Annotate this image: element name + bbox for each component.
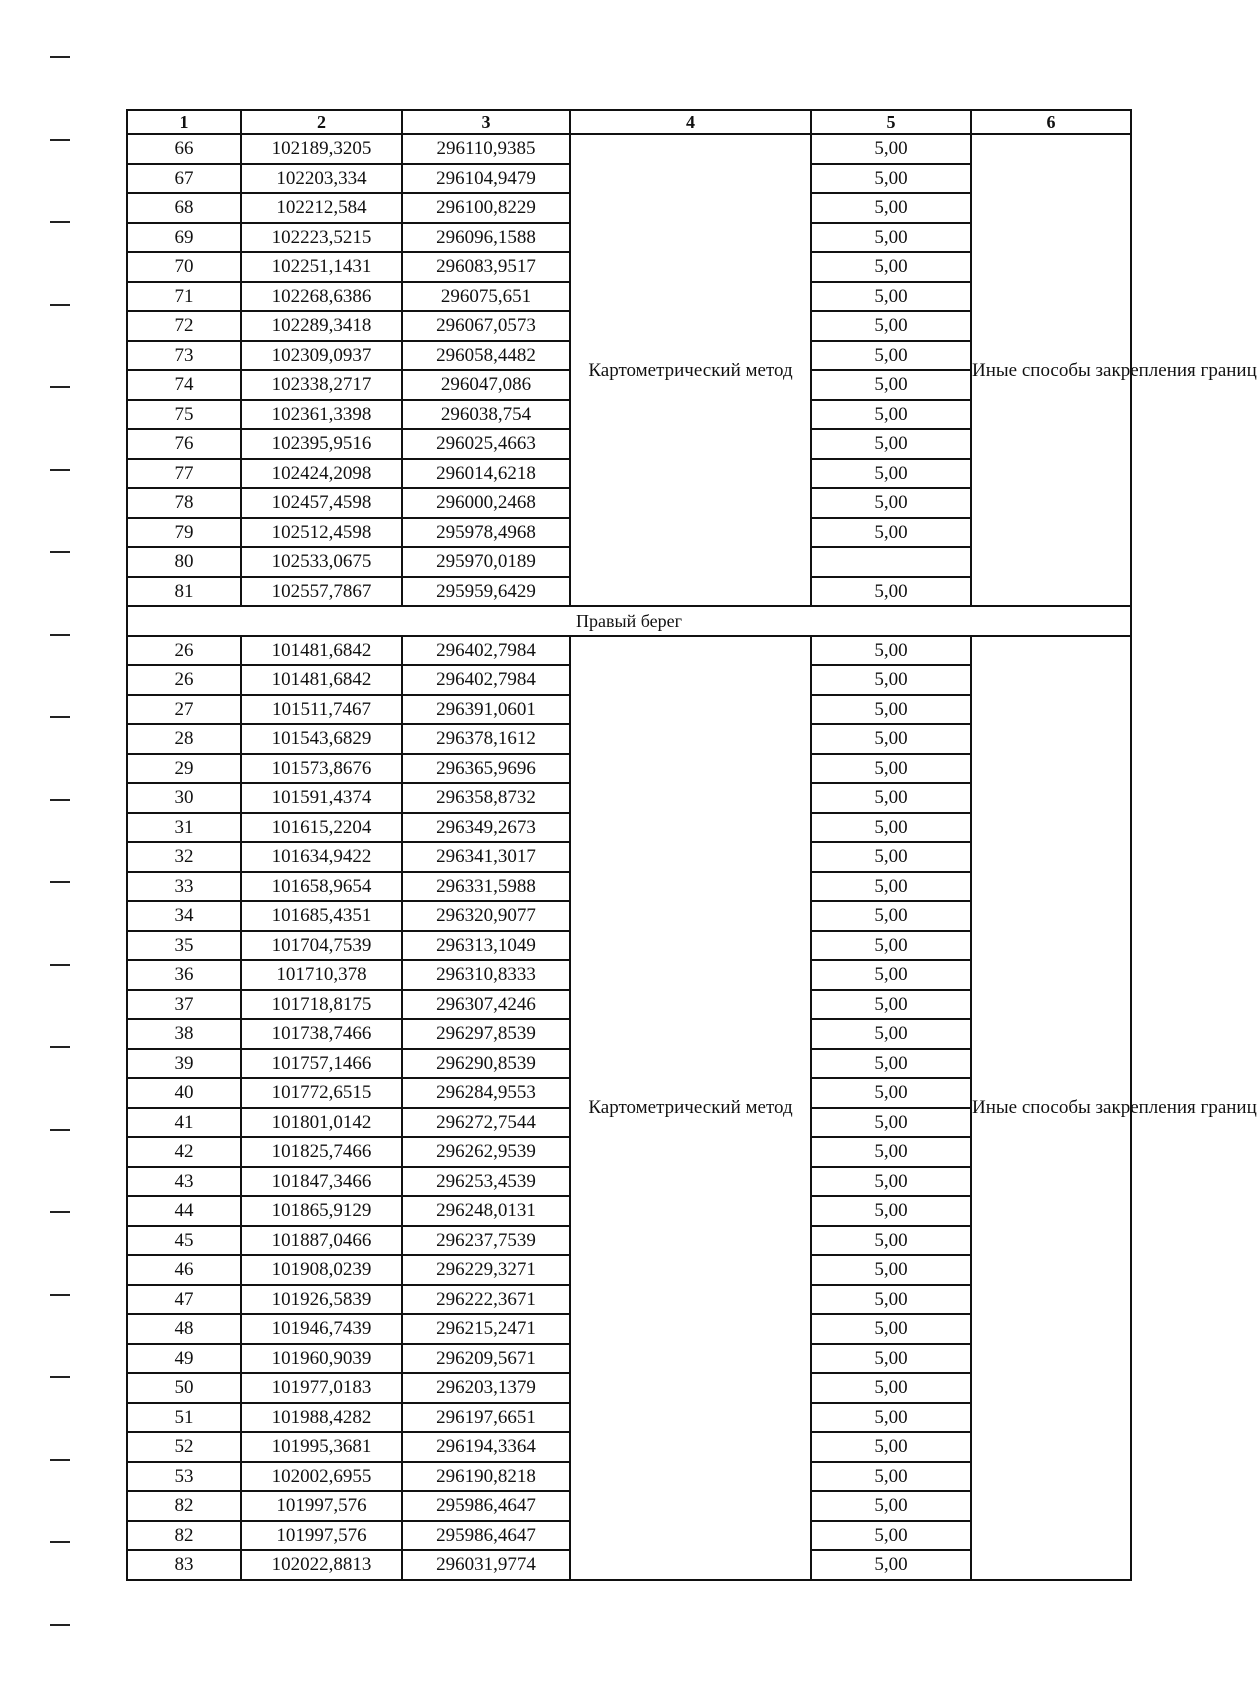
accuracy-value: 5,00	[811, 1255, 971, 1285]
x-coordinate: 101995,3681	[241, 1432, 402, 1462]
x-coordinate: 102212,584	[241, 193, 402, 223]
margin-tick-mark	[50, 221, 70, 223]
header-col-6: 6	[971, 110, 1131, 134]
y-coordinate: 296272,7544	[402, 1108, 570, 1138]
header-row	[127, 110, 1131, 134]
point-number: 35	[127, 931, 241, 961]
margin-tick-mark	[50, 964, 70, 966]
accuracy-value: 5,00	[811, 1550, 971, 1580]
x-coordinate: 102457,4598	[241, 488, 402, 518]
point-number: 50	[127, 1373, 241, 1403]
y-coordinate: 296194,3364	[402, 1432, 570, 1462]
y-coordinate: 296203,1379	[402, 1373, 570, 1403]
point-number: 37	[127, 990, 241, 1020]
y-coordinate: 296402,7984	[402, 665, 570, 695]
point-number: 76	[127, 429, 241, 459]
x-coordinate: 101757,1466	[241, 1049, 402, 1079]
x-coordinate: 102289,3418	[241, 311, 402, 341]
point-number: 80	[127, 547, 241, 577]
accuracy-value: 5,00	[811, 488, 971, 518]
accuracy-value: 5,00	[811, 134, 971, 164]
y-coordinate: 295959,6429	[402, 577, 570, 607]
point-number: 43	[127, 1167, 241, 1197]
margin-tick-mark	[50, 1046, 70, 1048]
y-coordinate: 296083,9517	[402, 252, 570, 282]
point-number: 28	[127, 724, 241, 754]
margin-tick-mark	[50, 716, 70, 718]
x-coordinate: 101997,576	[241, 1521, 402, 1551]
point-number: 29	[127, 754, 241, 784]
point-number: 74	[127, 370, 241, 400]
point-number: 69	[127, 223, 241, 253]
accuracy-value: 5,00	[811, 783, 971, 813]
accuracy-value	[811, 547, 971, 577]
y-coordinate: 296297,8539	[402, 1019, 570, 1049]
x-coordinate: 101772,6515	[241, 1078, 402, 1108]
x-coordinate: 101946,7439	[241, 1314, 402, 1344]
y-coordinate: 296229,3271	[402, 1255, 570, 1285]
y-coordinate: 296284,9553	[402, 1078, 570, 1108]
x-coordinate: 101825,7466	[241, 1137, 402, 1167]
point-number: 53	[127, 1462, 241, 1492]
y-coordinate: 296110,9385	[402, 134, 570, 164]
x-coordinate: 102361,3398	[241, 400, 402, 430]
accuracy-value: 5,00	[811, 282, 971, 312]
y-coordinate: 295986,4647	[402, 1521, 570, 1551]
point-number: 70	[127, 252, 241, 282]
accuracy-value: 5,00	[811, 252, 971, 282]
x-coordinate: 102309,0937	[241, 341, 402, 371]
margin-tick-mark	[50, 1211, 70, 1213]
accuracy-value: 5,00	[811, 1285, 971, 1315]
y-coordinate: 296058,4482	[402, 341, 570, 371]
margin-tick-mark	[50, 634, 70, 636]
x-coordinate: 101738,7466	[241, 1019, 402, 1049]
point-number: 40	[127, 1078, 241, 1108]
x-coordinate: 101887,0466	[241, 1226, 402, 1256]
point-number: 42	[127, 1137, 241, 1167]
x-coordinate: 101634,9422	[241, 842, 402, 872]
header-col-1: 1	[127, 110, 241, 134]
x-coordinate: 102251,1431	[241, 252, 402, 282]
point-number: 41	[127, 1108, 241, 1138]
y-coordinate: 296067,0573	[402, 311, 570, 341]
x-coordinate: 101908,0239	[241, 1255, 402, 1285]
point-number: 39	[127, 1049, 241, 1079]
y-coordinate: 296358,8732	[402, 783, 570, 813]
accuracy-value: 5,00	[811, 872, 971, 902]
y-coordinate: 296310,8333	[402, 960, 570, 990]
accuracy-value: 5,00	[811, 724, 971, 754]
accuracy-value: 5,00	[811, 1049, 971, 1079]
y-coordinate: 296014,6218	[402, 459, 570, 489]
y-coordinate: 296349,2673	[402, 813, 570, 843]
accuracy-value: 5,00	[811, 1196, 971, 1226]
margin-tick-mark	[50, 1541, 70, 1543]
y-coordinate: 296331,5988	[402, 872, 570, 902]
x-coordinate: 101481,6842	[241, 636, 402, 666]
point-number: 79	[127, 518, 241, 548]
x-coordinate: 102424,2098	[241, 459, 402, 489]
point-number: 26	[127, 665, 241, 695]
point-number: 32	[127, 842, 241, 872]
x-coordinate: 101865,9129	[241, 1196, 402, 1226]
accuracy-value: 5,00	[811, 459, 971, 489]
x-coordinate: 101997,576	[241, 1491, 402, 1521]
right-bank-fixation-cell: Иные способы закрепления границ	[971, 636, 1131, 1580]
y-coordinate: 296402,7984	[402, 636, 570, 666]
x-coordinate: 101481,6842	[241, 665, 402, 695]
x-coordinate: 101960,9039	[241, 1344, 402, 1374]
x-coordinate: 102557,7867	[241, 577, 402, 607]
section-title-right-bank: Правый берег	[127, 606, 1131, 636]
accuracy-value: 5,00	[811, 1314, 971, 1344]
y-coordinate: 296096,1588	[402, 223, 570, 253]
coordinates-table	[126, 109, 1257, 1581]
point-number: 81	[127, 577, 241, 607]
y-coordinate: 296365,9696	[402, 754, 570, 784]
y-coordinate: 296378,1612	[402, 724, 570, 754]
y-coordinate: 296341,3017	[402, 842, 570, 872]
table-row	[127, 636, 1131, 666]
header-col-2: 2	[241, 110, 402, 134]
y-coordinate: 296038,754	[402, 400, 570, 430]
y-coordinate: 296209,5671	[402, 1344, 570, 1374]
point-number: 52	[127, 1432, 241, 1462]
x-coordinate: 102533,0675	[241, 547, 402, 577]
margin-tick-mark	[50, 1624, 70, 1626]
point-number: 30	[127, 783, 241, 813]
x-coordinate: 102512,4598	[241, 518, 402, 548]
y-coordinate: 296290,8539	[402, 1049, 570, 1079]
x-coordinate: 101591,4374	[241, 783, 402, 813]
y-coordinate: 296253,4539	[402, 1167, 570, 1197]
x-coordinate: 101511,7467	[241, 695, 402, 725]
point-number: 34	[127, 901, 241, 931]
point-number: 66	[127, 134, 241, 164]
point-number: 78	[127, 488, 241, 518]
y-coordinate: 296307,4246	[402, 990, 570, 1020]
point-number: 67	[127, 164, 241, 194]
right-bank-method-cell: Картометрический метод	[570, 636, 811, 1580]
accuracy-value: 5,00	[811, 1167, 971, 1197]
y-coordinate: 296100,8229	[402, 193, 570, 223]
table-row	[127, 134, 1131, 164]
y-coordinate: 296197,6651	[402, 1403, 570, 1433]
y-coordinate: 296031,9774	[402, 1550, 570, 1580]
accuracy-value: 5,00	[811, 1462, 971, 1492]
accuracy-value: 5,00	[811, 665, 971, 695]
y-coordinate: 296248,0131	[402, 1196, 570, 1226]
x-coordinate: 101573,8676	[241, 754, 402, 784]
accuracy-value: 5,00	[811, 842, 971, 872]
margin-tick-mark	[50, 1376, 70, 1378]
y-coordinate: 296215,2471	[402, 1314, 570, 1344]
y-coordinate: 296104,9479	[402, 164, 570, 194]
accuracy-value: 5,00	[811, 990, 971, 1020]
accuracy-value: 5,00	[811, 695, 971, 725]
y-coordinate: 296075,651	[402, 282, 570, 312]
point-number: 77	[127, 459, 241, 489]
accuracy-value: 5,00	[811, 960, 971, 990]
x-coordinate: 101685,4351	[241, 901, 402, 931]
point-number: 75	[127, 400, 241, 430]
margin-tick-mark	[50, 1294, 70, 1296]
accuracy-value: 5,00	[811, 813, 971, 843]
x-coordinate: 101658,9654	[241, 872, 402, 902]
x-coordinate: 102338,2717	[241, 370, 402, 400]
y-coordinate: 295978,4968	[402, 518, 570, 548]
x-coordinate: 102002,6955	[241, 1462, 402, 1492]
accuracy-value: 5,00	[811, 223, 971, 253]
y-coordinate: 296047,086	[402, 370, 570, 400]
point-number: 72	[127, 311, 241, 341]
point-number: 27	[127, 695, 241, 725]
section-row	[127, 606, 1131, 636]
y-coordinate: 296391,0601	[402, 695, 570, 725]
point-number: 44	[127, 1196, 241, 1226]
accuracy-value: 5,00	[811, 1019, 971, 1049]
point-number: 26	[127, 636, 241, 666]
accuracy-value: 5,00	[811, 577, 971, 607]
y-coordinate: 295986,4647	[402, 1491, 570, 1521]
x-coordinate: 102203,334	[241, 164, 402, 194]
accuracy-value: 5,00	[811, 1491, 971, 1521]
header-col-3: 3	[402, 110, 570, 134]
accuracy-value: 5,00	[811, 1078, 971, 1108]
point-number: 82	[127, 1521, 241, 1551]
accuracy-value: 5,00	[811, 1373, 971, 1403]
y-coordinate: 296190,8218	[402, 1462, 570, 1492]
accuracy-value: 5,00	[811, 931, 971, 961]
x-coordinate: 101926,5839	[241, 1285, 402, 1315]
y-coordinate: 296025,4663	[402, 429, 570, 459]
x-coordinate: 101615,2204	[241, 813, 402, 843]
accuracy-value: 5,00	[811, 1226, 971, 1256]
point-number: 49	[127, 1344, 241, 1374]
accuracy-value: 5,00	[811, 370, 971, 400]
accuracy-value: 5,00	[811, 1432, 971, 1462]
y-coordinate: 296237,7539	[402, 1226, 570, 1256]
accuracy-value: 5,00	[811, 429, 971, 459]
x-coordinate: 102022,8813	[241, 1550, 402, 1580]
margin-tick-mark	[50, 799, 70, 801]
x-coordinate: 102189,3205	[241, 134, 402, 164]
point-number: 33	[127, 872, 241, 902]
point-number: 71	[127, 282, 241, 312]
accuracy-value: 5,00	[811, 636, 971, 666]
y-coordinate: 296000,2468	[402, 488, 570, 518]
x-coordinate: 101543,6829	[241, 724, 402, 754]
point-number: 68	[127, 193, 241, 223]
point-number: 47	[127, 1285, 241, 1315]
point-number: 38	[127, 1019, 241, 1049]
point-number: 45	[127, 1226, 241, 1256]
margin-tick-mark	[50, 139, 70, 141]
x-coordinate: 101704,7539	[241, 931, 402, 961]
point-number: 82	[127, 1491, 241, 1521]
accuracy-value: 5,00	[811, 193, 971, 223]
accuracy-value: 5,00	[811, 311, 971, 341]
left-bank-method-cell: Картометрический метод	[570, 134, 811, 606]
x-coordinate: 101801,0142	[241, 1108, 402, 1138]
margin-tick-mark	[50, 551, 70, 553]
accuracy-value: 5,00	[811, 1108, 971, 1138]
left-bank-fixation-cell: Иные способы закрепления границ	[971, 134, 1131, 606]
point-number: 46	[127, 1255, 241, 1285]
y-coordinate: 296222,3671	[402, 1285, 570, 1315]
margin-tick-mark	[50, 304, 70, 306]
x-coordinate: 102395,9516	[241, 429, 402, 459]
point-number: 73	[127, 341, 241, 371]
x-coordinate: 101847,3466	[241, 1167, 402, 1197]
margin-tick-mark	[50, 56, 70, 58]
accuracy-value: 5,00	[811, 341, 971, 371]
header-col-5: 5	[811, 110, 971, 134]
margin-tick-mark	[50, 1129, 70, 1131]
accuracy-value: 5,00	[811, 1137, 971, 1167]
accuracy-value: 5,00	[811, 1403, 971, 1433]
x-coordinate: 101710,378	[241, 960, 402, 990]
point-number: 51	[127, 1403, 241, 1433]
margin-tick-mark	[50, 1459, 70, 1461]
y-coordinate: 295970,0189	[402, 547, 570, 577]
accuracy-value: 5,00	[811, 754, 971, 784]
x-coordinate: 101977,0183	[241, 1373, 402, 1403]
accuracy-value: 5,00	[811, 518, 971, 548]
margin-tick-mark	[50, 469, 70, 471]
x-coordinate: 101988,4282	[241, 1403, 402, 1433]
point-number: 83	[127, 1550, 241, 1580]
margin-tick-mark	[50, 881, 70, 883]
accuracy-value: 5,00	[811, 1344, 971, 1374]
accuracy-value: 5,00	[811, 164, 971, 194]
accuracy-value: 5,00	[811, 400, 971, 430]
margin-tick-mark	[50, 386, 70, 388]
y-coordinate: 296262,9539	[402, 1137, 570, 1167]
y-coordinate: 296313,1049	[402, 931, 570, 961]
accuracy-value: 5,00	[811, 901, 971, 931]
x-coordinate: 102268,6386	[241, 282, 402, 312]
header-col-4: 4	[570, 110, 811, 134]
accuracy-value: 5,00	[811, 1521, 971, 1551]
point-number: 31	[127, 813, 241, 843]
point-number: 48	[127, 1314, 241, 1344]
point-number: 36	[127, 960, 241, 990]
y-coordinate: 296320,9077	[402, 901, 570, 931]
x-coordinate: 102223,5215	[241, 223, 402, 253]
x-coordinate: 101718,8175	[241, 990, 402, 1020]
